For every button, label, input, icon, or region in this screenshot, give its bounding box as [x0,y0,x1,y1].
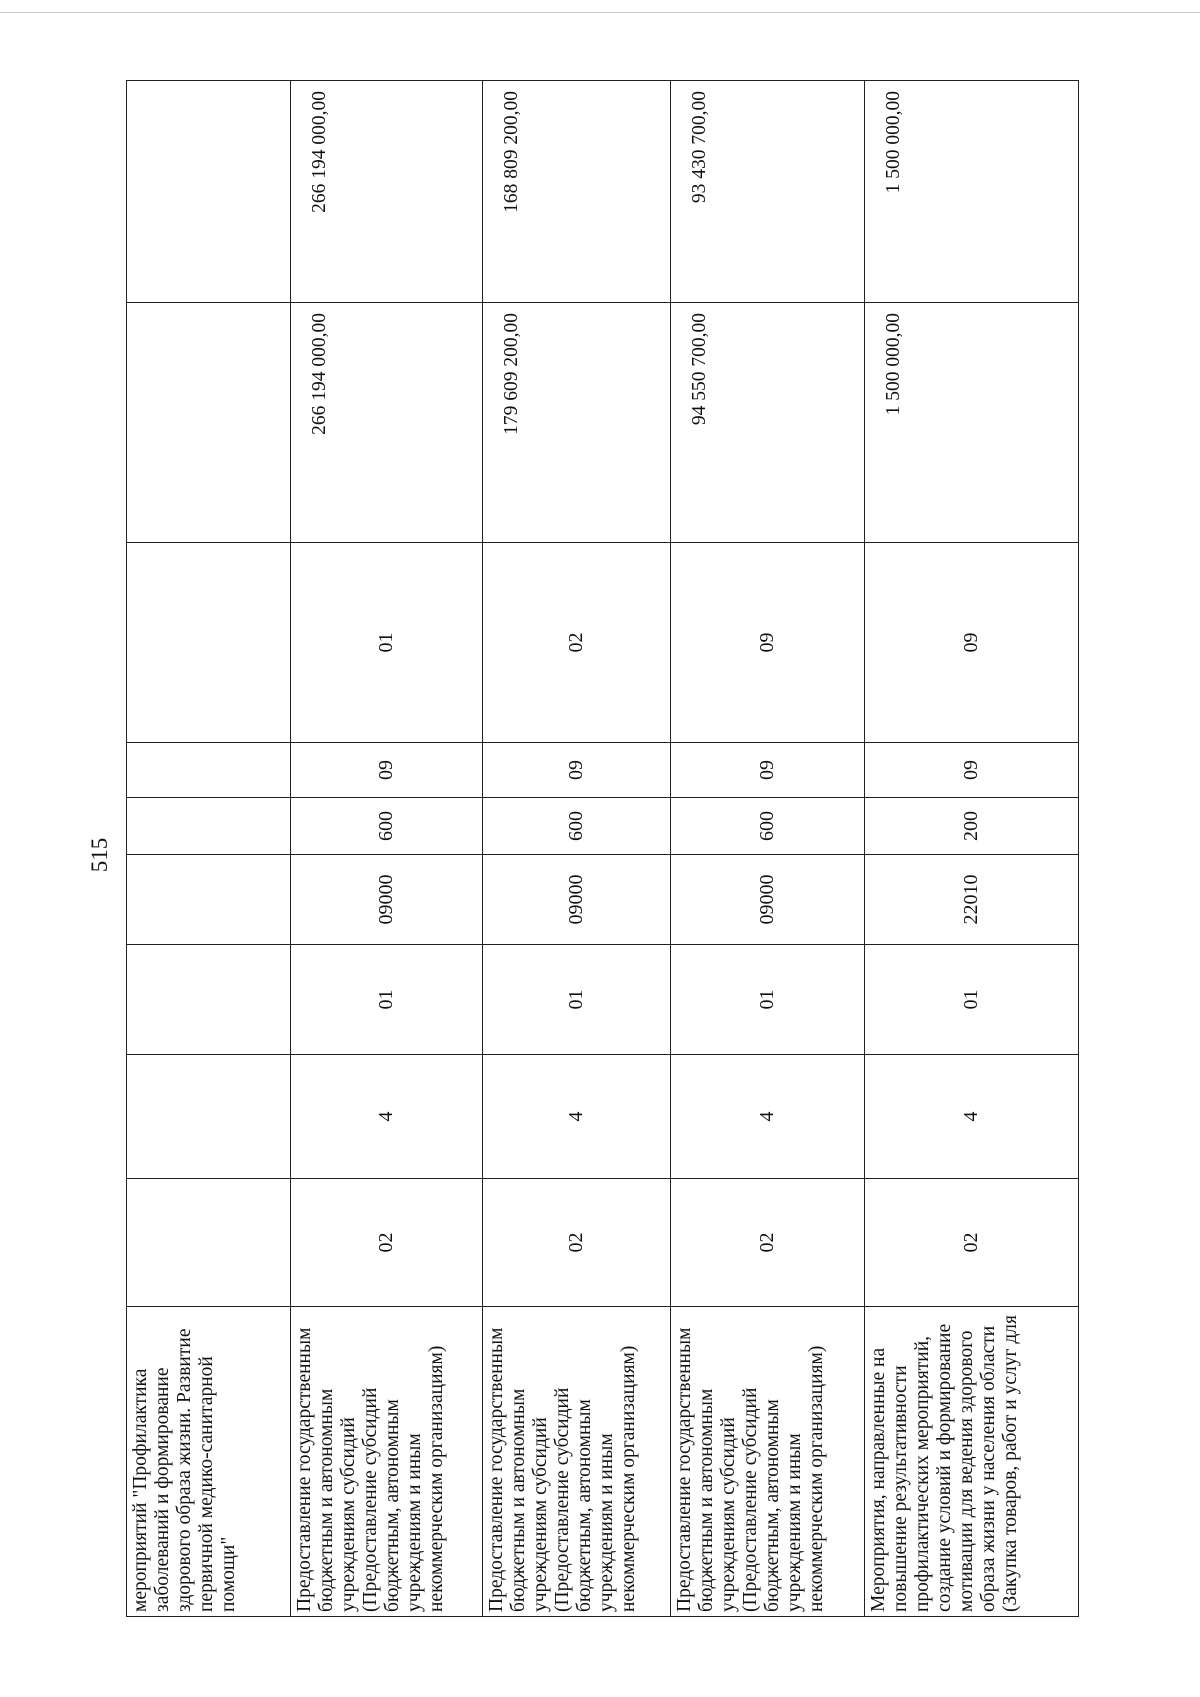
cell-main-event: 01 [865,945,1079,1055]
table-row [291,81,483,1617]
cell-amount-1: 179 609 200,00 [483,303,671,543]
row-name: Предоставление государственным бюджетным и автономным учреждениям субсидий (Предоставление субсидий бюджетным, автономным учреждениям и иным некоммерческим организациям) [483,1307,671,1617]
table-row [865,81,1079,1617]
cell-amount-2 [127,81,291,303]
cell-expense-type: 600 [483,798,671,855]
table-row [671,81,865,1617]
cell-section: 09 [483,743,671,798]
cell-main-event: 01 [671,945,865,1055]
cell-amount-2: 266 194 000,00 [291,81,483,303]
cell-subsection: 09 [865,543,1079,743]
table-row [483,81,671,1617]
cell-amount-2: 93 430 700,00 [671,81,865,303]
cell-expense-type: 200 [865,798,1079,855]
cell-expense-type: 600 [291,798,483,855]
cell-amount-1: 94 550 700,00 [671,303,865,543]
cell-direction: 22010 [865,855,1079,945]
cell-subprogram: 4 [291,1055,483,1179]
row-name: мероприятий "Профилактика заболеваний и формирование здорового образа жизни. Развитие первичной медико-санитарной помощи" [127,1307,291,1617]
row-name: Предоставление государственным бюджетным и автономным учреждениям субсидий (Предоставление субсидий бюджетным, автономным учреждениям и иным некоммерческим организациям) [291,1307,483,1617]
table-row [127,81,291,1617]
cell-program: 02 [291,1179,483,1307]
row-name: Предоставление государственным бюджетным и автономным учреждениям субсидий (Предоставление субсидий бюджетным, автономным учреждениям и иным некоммерческим организациям) [671,1307,865,1617]
budget-table [126,80,1079,1617]
scan-edge-line [0,12,1200,13]
cell-section: 09 [671,743,865,798]
cell-program: 02 [865,1179,1079,1307]
cell-program: 02 [483,1179,671,1307]
cell-direction: 09000 [671,855,865,945]
cell-section: 09 [291,743,483,798]
page-number: 515 [87,837,112,873]
cell-amount-2: 1 500 000,00 [865,81,1079,303]
cell-program: 02 [671,1179,865,1307]
cell-subprogram: 4 [865,1055,1079,1179]
cell-program [127,1179,291,1307]
cell-direction [127,855,291,945]
cell-expense-type: 600 [671,798,865,855]
cell-expense-type [127,798,291,855]
budget-table-wrapper [126,81,1078,1617]
cell-direction: 09000 [483,855,671,945]
cell-subprogram [127,1055,291,1179]
cell-subprogram: 4 [483,1055,671,1179]
cell-section: 09 [865,743,1079,798]
cell-subsection: 09 [671,543,865,743]
cell-subprogram: 4 [671,1055,865,1179]
cell-amount-1: 266 194 000,00 [291,303,483,543]
cell-subsection: 01 [291,543,483,743]
cell-main-event: 01 [483,945,671,1055]
cell-direction: 09000 [291,855,483,945]
cell-amount-2: 168 809 200,00 [483,81,671,303]
row-name: Мероприятия, направленные на повышение результативности профилактических мероприятий, создание условий и формирование мотивации для ведения здорового образа жизни у населения области (Закупка товаров, работ и услуг для [865,1307,1079,1617]
cell-subsection [127,543,291,743]
cell-subsection: 02 [483,543,671,743]
cell-main-event: 01 [291,945,483,1055]
cell-main-event [127,945,291,1055]
cell-section [127,743,291,798]
cell-amount-1: 1 500 000,00 [865,303,1079,543]
cell-amount-1 [127,303,291,543]
